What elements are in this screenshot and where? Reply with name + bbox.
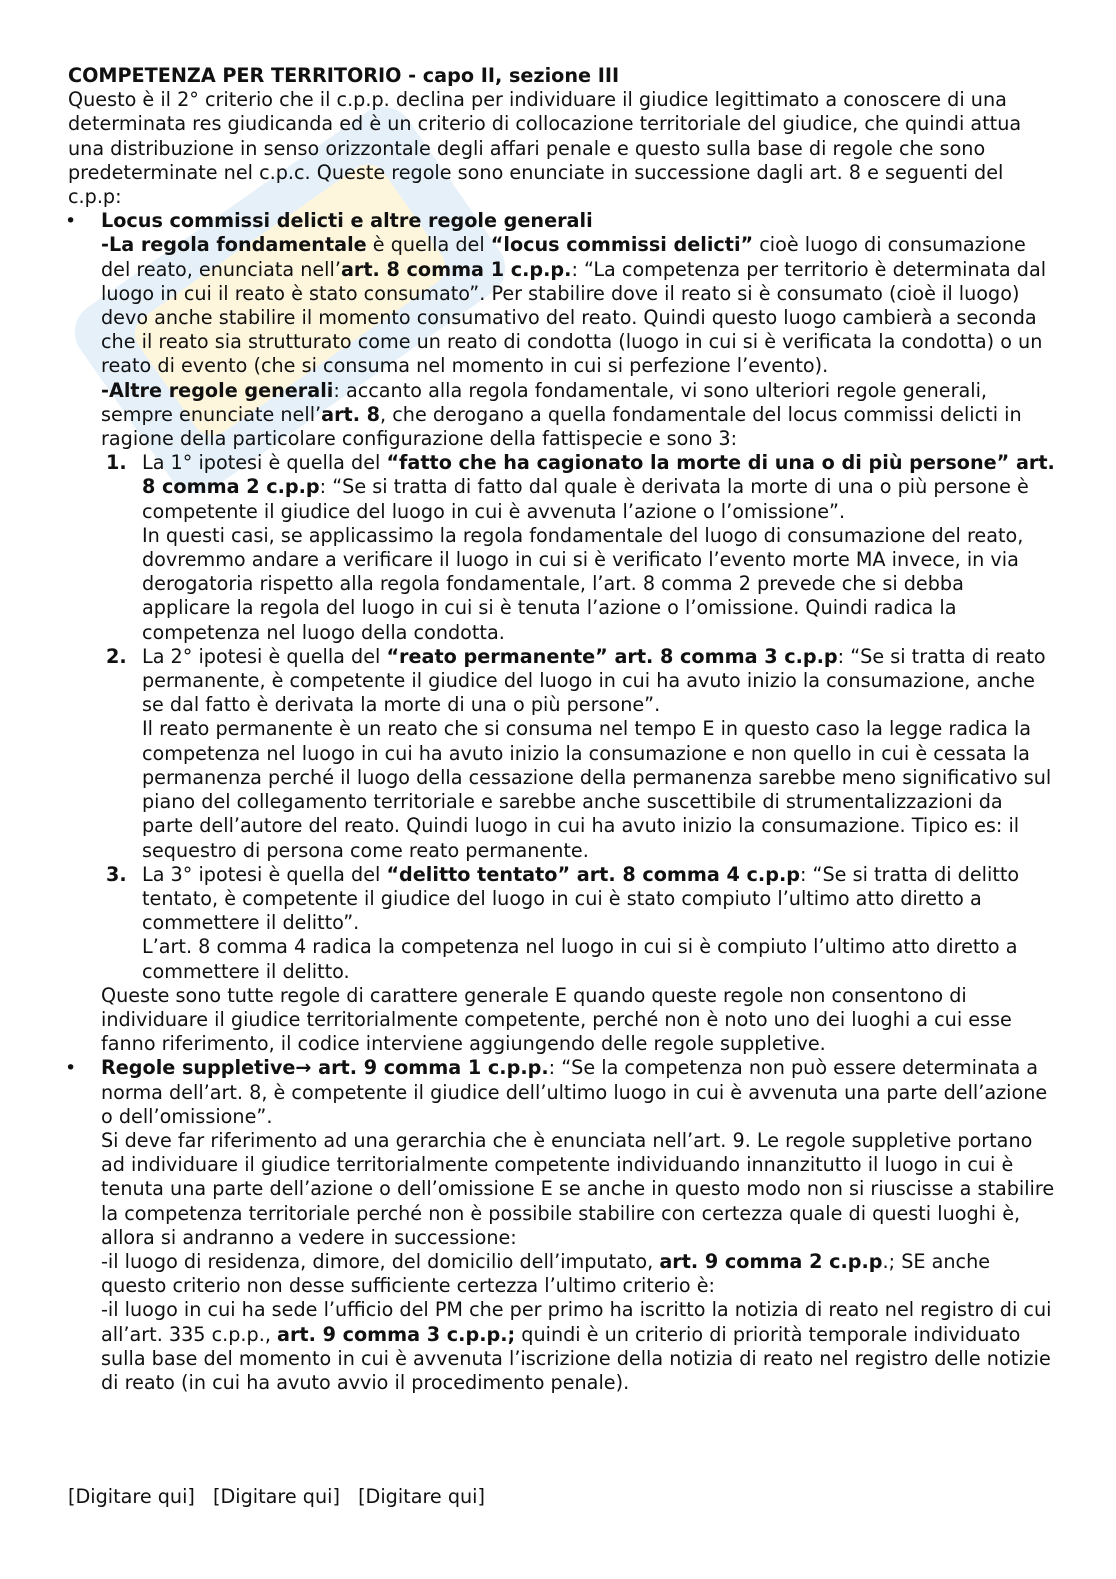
- footer-placeholder-left[interactable]: [Digitare qui]: [68, 1485, 195, 1508]
- paragraph-regola-fondamentale: -La regola fondamentale è quella del “locus commissi delicti” cioè luogo di consumazione del reato, enunciata nell’art. 8 comma 1 c.p.p.: “La competenza per territorio è determinata dal luogo in cui il reato è stato consumato”. Per stabilire dove il reato si è consumato (cioè il luogo) devo anche stabilire il momento consumativo del reato. Quindi questo luogo cambierà a seconda che il reato sia strutturato come un reato di condotta (luogo in cui si è verificata la condotta) o un reato di evento (che si consuma nel momento in cui si perfezione l’evento).: [101, 233, 1047, 378]
- closing-paragraph: Queste sono tutte regole di carattere generale E quando queste regole non consentono di individuare il giudice territorialmente competente, perché non è noto uno dei luoghi a cui esse fanno riferimento, il codice interviene aggiungendo delle regole suppletive.: [101, 983, 1012, 1056]
- arrow-icon: →: [295, 1056, 312, 1080]
- section-heading-locus: • Locus commissi delicti e altre regole generali: [68, 209, 1058, 233]
- paragraph-residenza: -il luogo di residenza, dimore, del domicilio dell’imputato, art. 9 comma 2 c.p.p.; SE anche questo criterio non desse sufficiente certezza l’ultimo criterio è:: [101, 1249, 991, 1298]
- list-item-ipotesi-3-detail: L’art. 8 comma 4 radica la competenza nel luogo in cui si è compiuto l’ultimo atto diretto a commettere il delitto.: [142, 935, 1018, 983]
- footer-placeholder-right[interactable]: [Digitare qui]: [358, 1485, 485, 1508]
- list-item-ipotesi-1: 1. La 1° ipotesi è quella del “fatto che ha cagionato la morte di una o di più persone” art. 8 comma 2 c.p.p: “Se si tratta di fatto dal quale è derivata la morte di una o più persone è competente il giudice del luogo in cui è avvenuta l’azione o l’omissione”.: [106, 451, 1055, 523]
- paragraph-altre-regole: -Altre regole generali: accanto alla regola fondamentale, vi sono ulteriori regole generali, sempre enunciate nell’art. 8, che derogano a quella fondamentale del locus commissi delicti in ragione della particolare configurazione della fattispecie e sono 3:: [101, 378, 1022, 451]
- list-item-ipotesi-2-detail: Il reato permanente è un reato che si consuma nel tempo E in questo caso la legge radica la competenza nel luogo in cui ha avuto inizio la consumazione e non quello in cui è cessata la permanenza perché il luogo della cessazione della permanenza sarebbe meno significativo sul piano del collegamento territoriale e sarebbe anche suscettibile di strumentalizzazioni da parte dell’autore del reato. Quindi luogo in cui ha avuto inizio la consumazione. Tipico es: il sequestro di persona come reato permanente.: [142, 717, 1052, 862]
- list-item-ipotesi-3: 3. La 3° ipotesi è quella del “delitto tentato” art. 8 comma 4 c.p.p: “Se si tratta di delitto tentato, è competente il giudice del luogo in cui è stato compiuto l’ultimo atto diretto a commettere il delitto”.: [106, 862, 1020, 935]
- list-item-ipotesi-2: 2. La 2° ipotesi è quella del “reato permanente” art. 8 comma 3 c.p.p: “Se si tratta di reato permanente, è competente il giudice del luogo in cui ha avuto inizio la consumazione, anche se dal fatto è derivata la morte di una o più persone”.: [106, 644, 1046, 717]
- section-regole-suppletive: • Regole suppletive→ art. 9 comma 1 c.p.p.: “Se la competenza non può essere determinata a norma dell’art. 8, è competente il giudice dell’ultimo luogo in cui è avvenuta una parte dell’azione o dell’omissione”.: [68, 1056, 1058, 1129]
- document-title: COMPETENZA PER TERRITORIO - capo II, sezione III: [68, 64, 620, 87]
- paragraph-ufficio-pm: -il luogo in cui ha sede l’ufficio del PM che per primo ha iscritto la notizia di reato nel registro di cui all’art. 335 c.p.p., art. 9 comma 3 c.p.p.; quindi è un criterio di priorità temporale individuato sulla base del momento in cui è avvenuta l’iscrizione della notizia di reato nel registro delle notizie di reato (in cui ha avuto avvio il procedimento penale).: [101, 1298, 1052, 1394]
- footer-placeholder-center[interactable]: [Digitare qui]: [213, 1485, 340, 1508]
- page-footer: [68, 1485, 497, 1509]
- document-body: [68, 64, 1058, 1395]
- intro-paragraph: Questo è il 2° criterio che il c.p.p. declina per individuare il giudice legittimato a conoscere di una determinata res giudicanda ed è un criterio di collocazione territoriale del giudice, che quindi attua una distribuzione in senso orizzontale degli affari penale e questo sulla base di regole che sono predeterminate nel c.p.c. Queste regole sono enunciate in successione dagli art. 8 e seguenti del c.p.p:: [68, 88, 1022, 209]
- list-item-ipotesi-1-detail: In questi casi, se applicassimo la regola fondamentale del luogo di consumazione del reato, dovremmo andare a verificare il luogo in cui si è verificato l’evento morte MA invece, in via derogatoria rispetto alla regola fondamentale, l’art. 8 comma 2 prevede che si debba applicare la regola del luogo in cui si è tenuta l’azione o l’omissione. Quindi radica la competenza nel luogo della condotta.: [142, 523, 1024, 644]
- paragraph-gerarchia: Si deve far riferimento ad una gerarchia che è enunciata nell’art. 9. Le regole suppletive portano ad individuare il giudice territorialmente competente individuando innanzitutto il luogo in cui è tenuta una parte dell’azione o dell’omissione E se anche in questo modo non si riuscisse a stabilire la competenza territoriale perché non è possibile stabilire con certezza quale di questi luoghi è, allora si andranno a vedere in successione:: [101, 1128, 1055, 1249]
